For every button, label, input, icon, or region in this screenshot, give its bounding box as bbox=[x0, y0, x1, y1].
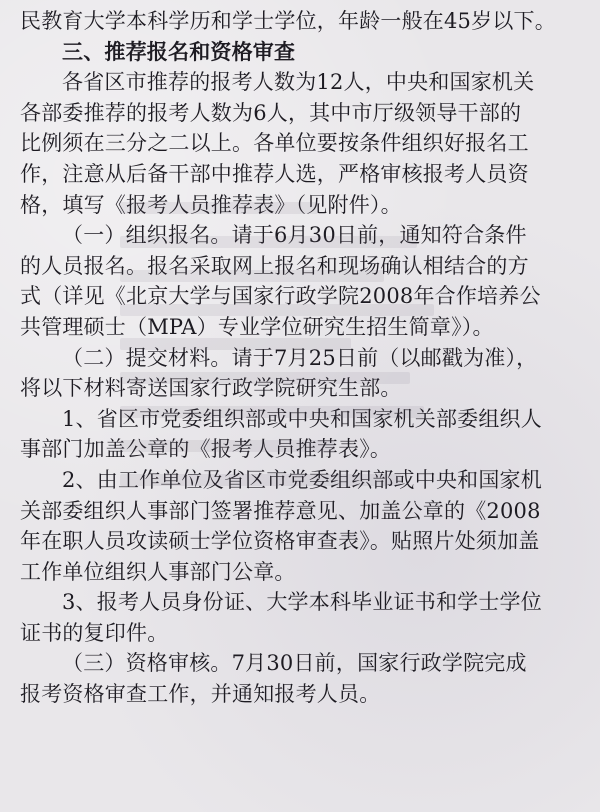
text-line: （二）提交材料。请于7月25日前（以邮戳为准）， bbox=[62, 345, 538, 370]
text-line: （三）资格审核。7月30日前，国家行政学院完成 bbox=[62, 651, 527, 676]
text-line: 格，填写《报考人员推荐表》（见附件）。 bbox=[20, 192, 402, 217]
text-line: 事部门加盖公章的《报考人员推荐表》。 bbox=[20, 437, 392, 462]
text-line: 报考资格审查工作，并通知报考人员。 bbox=[20, 682, 381, 707]
text-line: 年在职人员攻读硕士学位资格审查表》。贴照片处须加盖 bbox=[20, 529, 540, 554]
text-line: 民教育大学本科学历和学士学位，年龄一般在45岁以下。 bbox=[20, 9, 556, 33]
text-line: 各省区市推荐的报考人数为12人，中央和国家机关 bbox=[62, 70, 535, 95]
text-line: 证书的复印件。 bbox=[20, 620, 169, 645]
text-line: 各部委推荐的报考人数为6人，其中市厅级领导干部的 bbox=[20, 100, 522, 125]
text-line: 比例须在三分之二以上。各单位要按条件组织好报名工 bbox=[20, 131, 529, 156]
text-line: 1、省区市党委组织部或中央和国家机关部委组织人 bbox=[62, 406, 542, 431]
text-line: 的人员报名。报名采取网上报名和现场确认相结合的方 bbox=[20, 253, 529, 278]
text-line: 关部委组织人事部门签署推荐意见、加盖公章的《2008 bbox=[20, 498, 541, 523]
text-line: （一）组织报名。请于6月30日前，通知符合条件 bbox=[62, 223, 527, 248]
text-line: 工作单位组织人事部门公章。 bbox=[20, 559, 296, 584]
text-line: 共管理硕士（MPA）专业学位研究生招生简章》）。 bbox=[20, 314, 494, 339]
text-line: 2、由工作单位及省区市党委组织部或中央和国家机 bbox=[62, 467, 542, 492]
text-line: 3、报考人员身份证、大学本科毕业证书和学士学位 bbox=[62, 590, 542, 615]
text-line: 式（详见《北京大学与国家行政学院2008年合作培养公 bbox=[20, 284, 541, 309]
text-line: 将以下材料寄送国家行政学院研究生部。 bbox=[20, 376, 402, 401]
section-heading: 三、推荐报名和资格审查 bbox=[62, 38, 296, 64]
text-line: 作，注意从后备干部中推荐人选，严格审核报考人员资 bbox=[20, 161, 529, 186]
